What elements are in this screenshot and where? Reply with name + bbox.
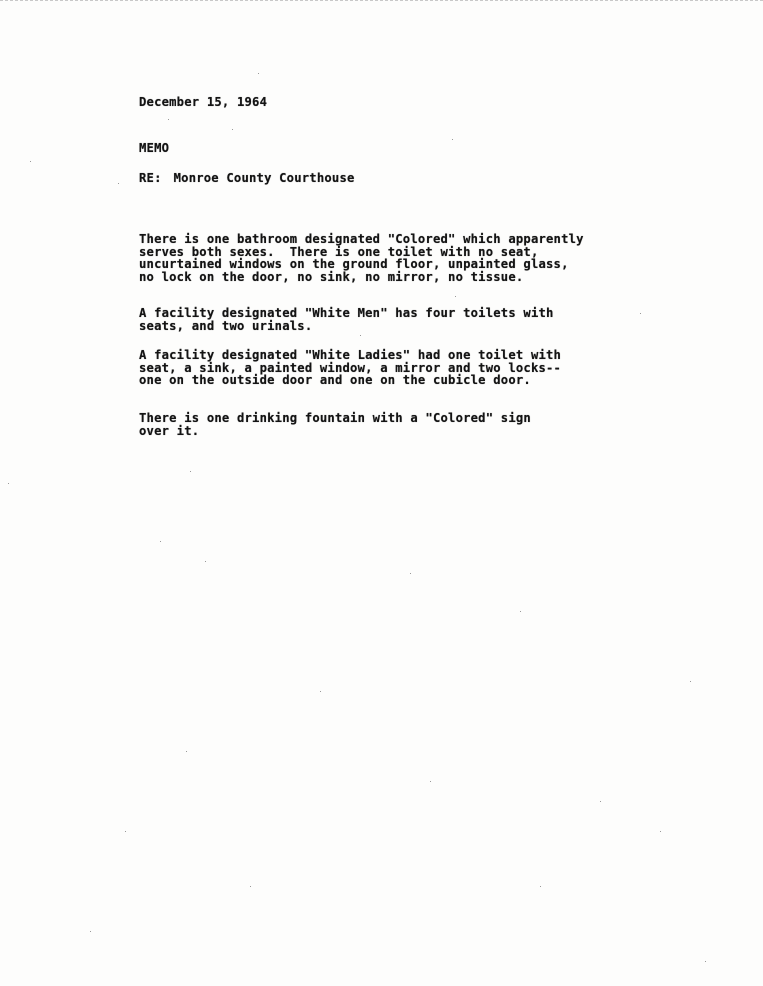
memo-paragraph-colored-bathroom: There is one bathroom designated "Colored" which apparently serves both sexes. There is one toilet with no seat, uncurtained windows on the ground floor, unpainted glass, no lock on the door, no sink, no mirror, no tissue. bbox=[139, 232, 584, 284]
memo-subject-line bbox=[139, 171, 355, 185]
memo-paragraph-white-men: A facility designated "White Men" has four toilets with seats, and two urinals. bbox=[139, 306, 554, 333]
memo-heading: MEMO bbox=[139, 141, 170, 155]
re-subject: Monroe County Courthouse bbox=[173, 171, 355, 185]
memo-paragraph-white-ladies: A facility designated "White Ladies" had one toilet with seat, a sink, a painted window, a mirror and two locks-- one on the outside door and one on the cubicle door. bbox=[139, 348, 562, 387]
re-label: RE: bbox=[139, 171, 162, 185]
memo-paragraph-drinking-fountain: There is one drinking fountain with a "Colored" sign over it. bbox=[139, 411, 531, 438]
memo-date: December 15, 1964 bbox=[139, 95, 268, 109]
